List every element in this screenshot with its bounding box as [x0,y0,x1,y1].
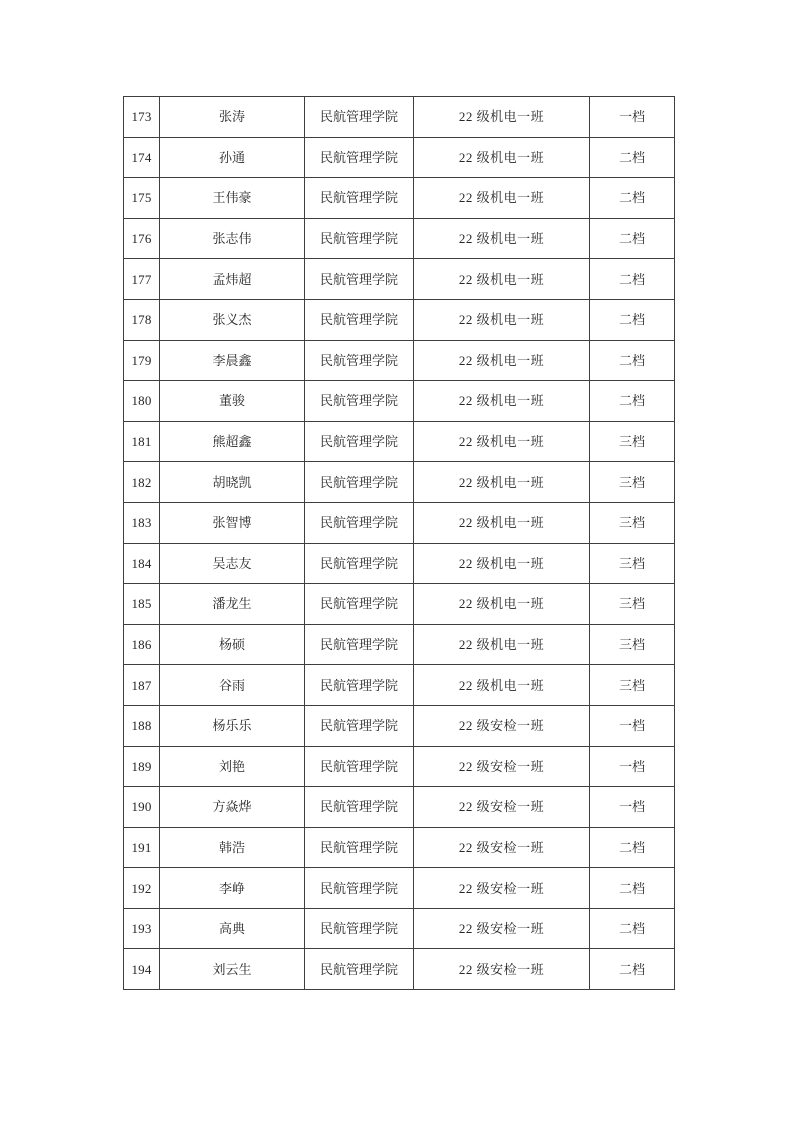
college-cell: 民航管理学院 [305,665,414,706]
student-name-cell: 张智博 [160,502,305,543]
student-name-cell: 刘艳 [160,746,305,787]
grade-tier-cell: 三档 [590,543,675,584]
table-row [124,868,675,909]
serial-number-cell: 192 [124,868,160,909]
student-name-cell: 董骏 [160,381,305,422]
table-row [124,97,675,138]
serial-number-cell: 184 [124,543,160,584]
serial-number-cell: 181 [124,421,160,462]
student-name-cell: 张志伟 [160,218,305,259]
college-cell: 民航管理学院 [305,381,414,422]
college-cell: 民航管理学院 [305,178,414,219]
table-row [124,908,675,949]
grade-tier-cell: 二档 [590,137,675,178]
class-cell: 22 级机电一班 [414,381,590,422]
class-cell: 22 级机电一班 [414,218,590,259]
serial-number-cell: 182 [124,462,160,503]
college-cell: 民航管理学院 [305,218,414,259]
student-table-body [124,97,675,990]
class-cell: 22 级机电一班 [414,421,590,462]
table-row [124,624,675,665]
serial-number-cell: 186 [124,624,160,665]
student-name-cell: 李峥 [160,868,305,909]
grade-tier-cell: 三档 [590,584,675,625]
student-name-cell: 张涛 [160,97,305,138]
class-cell: 22 级机电一班 [414,137,590,178]
table-row [124,218,675,259]
grade-tier-cell: 一档 [590,705,675,746]
class-cell: 22 级机电一班 [414,97,590,138]
class-cell: 22 级机电一班 [414,299,590,340]
college-cell: 民航管理学院 [305,462,414,503]
college-cell: 民航管理学院 [305,97,414,138]
grade-tier-cell: 二档 [590,340,675,381]
college-cell: 民航管理学院 [305,421,414,462]
college-cell: 民航管理学院 [305,705,414,746]
student-name-cell: 杨硕 [160,624,305,665]
college-cell: 民航管理学院 [305,543,414,584]
class-cell: 22 级机电一班 [414,584,590,625]
class-cell: 22 级机电一班 [414,665,590,706]
grade-tier-cell: 一档 [590,787,675,828]
grade-tier-cell: 二档 [590,218,675,259]
student-name-cell: 刘云生 [160,949,305,990]
college-cell: 民航管理学院 [305,340,414,381]
class-cell: 22 级安检一班 [414,827,590,868]
grade-tier-cell: 三档 [590,421,675,462]
student-name-cell: 孟炜超 [160,259,305,300]
student-name-cell: 张义杰 [160,299,305,340]
grade-tier-cell: 三档 [590,502,675,543]
grade-tier-cell: 一档 [590,97,675,138]
table-row [124,299,675,340]
student-name-cell: 潘龙生 [160,584,305,625]
class-cell: 22 级安检一班 [414,868,590,909]
serial-number-cell: 183 [124,502,160,543]
college-cell: 民航管理学院 [305,259,414,300]
class-cell: 22 级机电一班 [414,178,590,219]
class-cell: 22 级机电一班 [414,502,590,543]
student-name-cell: 吴志友 [160,543,305,584]
student-name-cell: 高典 [160,908,305,949]
grade-tier-cell: 二档 [590,868,675,909]
table-row [124,381,675,422]
table-row [124,421,675,462]
student-name-cell: 胡晓凯 [160,462,305,503]
college-cell: 民航管理学院 [305,868,414,909]
student-name-cell: 谷雨 [160,665,305,706]
serial-number-cell: 190 [124,787,160,828]
college-cell: 民航管理学院 [305,624,414,665]
serial-number-cell: 193 [124,908,160,949]
table-row [124,746,675,787]
college-cell: 民航管理学院 [305,787,414,828]
serial-number-cell: 191 [124,827,160,868]
table-row [124,340,675,381]
grade-tier-cell: 二档 [590,178,675,219]
student-name-cell: 熊超鑫 [160,421,305,462]
college-cell: 民航管理学院 [305,502,414,543]
grade-tier-cell: 二档 [590,381,675,422]
college-cell: 民航管理学院 [305,746,414,787]
class-cell: 22 级安检一班 [414,705,590,746]
table-row [124,543,675,584]
college-cell: 民航管理学院 [305,908,414,949]
student-name-cell: 李晨鑫 [160,340,305,381]
class-cell: 22 级机电一班 [414,462,590,503]
grade-tier-cell: 二档 [590,259,675,300]
student-name-cell: 方焱烨 [160,787,305,828]
table-row [124,949,675,990]
table-row [124,178,675,219]
table-row [124,137,675,178]
table-row [124,584,675,625]
serial-number-cell: 177 [124,259,160,300]
table-row [124,827,675,868]
class-cell: 22 级安检一班 [414,949,590,990]
table-row [124,705,675,746]
serial-number-cell: 176 [124,218,160,259]
student-name-cell: 孙通 [160,137,305,178]
serial-number-cell: 189 [124,746,160,787]
college-cell: 民航管理学院 [305,949,414,990]
grade-tier-cell: 三档 [590,665,675,706]
student-name-cell: 杨乐乐 [160,705,305,746]
serial-number-cell: 174 [124,137,160,178]
table-row [124,462,675,503]
grade-tier-cell: 二档 [590,908,675,949]
table-row [124,502,675,543]
college-cell: 民航管理学院 [305,584,414,625]
grade-tier-cell: 二档 [590,827,675,868]
class-cell: 22 级安检一班 [414,787,590,828]
serial-number-cell: 188 [124,705,160,746]
serial-number-cell: 173 [124,97,160,138]
serial-number-cell: 179 [124,340,160,381]
class-cell: 22 级机电一班 [414,624,590,665]
student-roster-table [123,96,675,990]
serial-number-cell: 187 [124,665,160,706]
student-name-cell: 王伟豪 [160,178,305,219]
serial-number-cell: 194 [124,949,160,990]
table-row [124,665,675,706]
student-name-cell: 韩浩 [160,827,305,868]
class-cell: 22 级机电一班 [414,259,590,300]
serial-number-cell: 185 [124,584,160,625]
grade-tier-cell: 一档 [590,746,675,787]
class-cell: 22 级安检一班 [414,746,590,787]
grade-tier-cell: 二档 [590,949,675,990]
college-cell: 民航管理学院 [305,299,414,340]
class-cell: 22 级机电一班 [414,340,590,381]
grade-tier-cell: 二档 [590,299,675,340]
class-cell: 22 级安检一班 [414,908,590,949]
grade-tier-cell: 三档 [590,624,675,665]
serial-number-cell: 180 [124,381,160,422]
class-cell: 22 级机电一班 [414,543,590,584]
table-row [124,259,675,300]
serial-number-cell: 178 [124,299,160,340]
table-row [124,787,675,828]
college-cell: 民航管理学院 [305,827,414,868]
serial-number-cell: 175 [124,178,160,219]
grade-tier-cell: 三档 [590,462,675,503]
college-cell: 民航管理学院 [305,137,414,178]
